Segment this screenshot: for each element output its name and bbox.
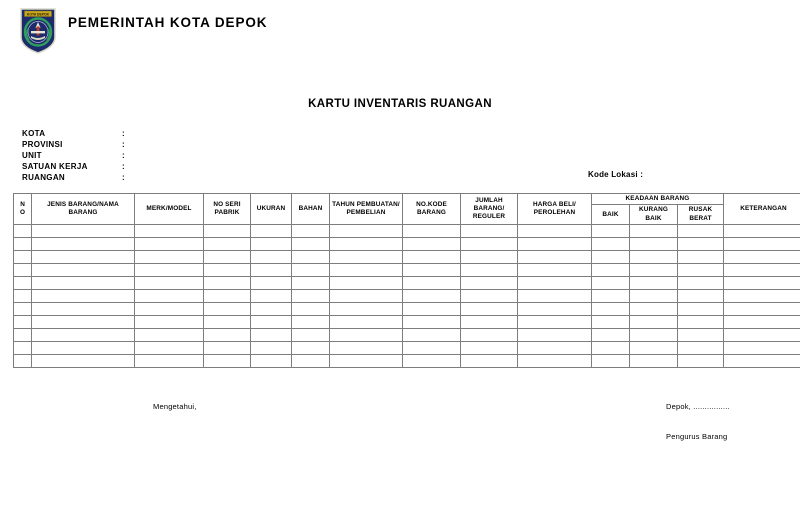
table-cell[interactable] [251, 355, 292, 368]
table-cell[interactable] [32, 329, 135, 342]
table-cell[interactable] [724, 264, 800, 277]
field-row-kota [22, 128, 125, 139]
field-label-unit: UNIT [22, 151, 42, 160]
table-cell[interactable] [292, 355, 330, 368]
table-cell[interactable] [292, 277, 330, 290]
table-cell[interactable] [678, 225, 724, 238]
kota-depok-emblem [19, 7, 57, 55]
table-cell[interactable] [518, 277, 592, 290]
table-cell[interactable] [630, 342, 678, 355]
table-cell[interactable] [251, 316, 292, 329]
table-cell[interactable] [292, 329, 330, 342]
column-header-rusak-berat: RUSAK BERAT [678, 205, 724, 225]
field-row-unit [22, 150, 125, 161]
table-cell[interactable] [32, 290, 135, 303]
table-cell[interactable] [14, 316, 32, 329]
table-cell[interactable] [204, 225, 251, 238]
column-header-no-line2: O [20, 209, 25, 217]
table-row[interactable] [14, 251, 800, 264]
table-cell[interactable] [592, 355, 630, 368]
table-cell[interactable] [251, 264, 292, 277]
table-cell[interactable] [292, 303, 330, 316]
table-cell[interactable] [32, 277, 135, 290]
field-separator-ruangan: : [122, 173, 125, 182]
table-cell[interactable] [518, 329, 592, 342]
table-cell[interactable] [135, 238, 204, 251]
table-cell[interactable] [678, 290, 724, 303]
table-cell[interactable] [461, 342, 518, 355]
table-cell[interactable] [518, 342, 592, 355]
table-row[interactable] [14, 329, 800, 342]
organization-title: PEMERINTAH KOTA DEPOK [68, 15, 268, 30]
table-cell[interactable] [518, 251, 592, 264]
table-cell[interactable] [592, 238, 630, 251]
table-cell[interactable] [14, 342, 32, 355]
table-cell[interactable] [678, 329, 724, 342]
table-cell[interactable] [135, 316, 204, 329]
column-header-no-kode-barang: NO.KODE BARANG [403, 194, 461, 225]
table-cell[interactable] [32, 355, 135, 368]
table-cell[interactable] [461, 225, 518, 238]
table-cell[interactable] [204, 316, 251, 329]
table-cell[interactable] [330, 355, 403, 368]
field-label-kota: KOTA [22, 129, 46, 138]
column-header-jumlah-barang: JUMLAH BARANG/ REGULER [461, 194, 518, 225]
table-cell[interactable] [403, 238, 461, 251]
column-header-keterangan: KETERANGAN [724, 194, 800, 225]
table-cell[interactable] [135, 290, 204, 303]
field-separator-provinsi: : [122, 140, 125, 149]
table-cell[interactable] [204, 303, 251, 316]
table-cell[interactable] [135, 342, 204, 355]
table-cell[interactable] [461, 238, 518, 251]
table-row[interactable] [14, 264, 800, 277]
table-cell[interactable] [32, 238, 135, 251]
table-row[interactable] [14, 238, 800, 251]
table-cell[interactable] [204, 290, 251, 303]
table-cell[interactable] [592, 251, 630, 264]
table-cell[interactable] [518, 225, 592, 238]
table-cell[interactable] [461, 329, 518, 342]
field-label-ruangan: RUANGAN [22, 173, 65, 182]
column-header-bahan: BAHAN [292, 194, 330, 225]
table-cell[interactable] [678, 238, 724, 251]
table-cell[interactable] [518, 290, 592, 303]
table-cell[interactable] [724, 316, 800, 329]
table-cell[interactable] [461, 316, 518, 329]
table-cell[interactable] [724, 238, 800, 251]
page-title: KARTU INVENTARIS RUANGAN [308, 98, 492, 110]
table-row[interactable] [14, 342, 800, 355]
table-cell[interactable] [292, 290, 330, 303]
table-cell[interactable] [592, 342, 630, 355]
table-cell[interactable] [403, 264, 461, 277]
table-cell[interactable] [592, 316, 630, 329]
table-cell[interactable] [403, 290, 461, 303]
field-row-ruangan [22, 172, 125, 183]
table-cell[interactable] [14, 277, 32, 290]
table-cell[interactable] [204, 238, 251, 251]
column-header-jenis-barang: JENIS BARANG/NAMA BARANG [32, 194, 135, 225]
signature-role-label: Pengurus Barang [666, 432, 728, 441]
table-header [14, 194, 800, 225]
table-cell[interactable] [461, 355, 518, 368]
table-row[interactable] [14, 316, 800, 329]
table-cell[interactable] [135, 303, 204, 316]
table-cell[interactable] [592, 290, 630, 303]
table-cell[interactable] [292, 251, 330, 264]
field-label-satuan-kerja: SATUAN KERJA [22, 162, 88, 171]
table-cell[interactable] [330, 264, 403, 277]
table-cell[interactable] [724, 355, 800, 368]
table-cell[interactable] [678, 264, 724, 277]
table-cell[interactable] [330, 277, 403, 290]
table-cell[interactable] [14, 303, 32, 316]
table-cell[interactable] [204, 355, 251, 368]
table-cell[interactable] [403, 355, 461, 368]
field-label-provinsi: PROVINSI [22, 140, 63, 149]
field-separator-kota: : [122, 129, 125, 138]
signature-left-label: Mengetahui, [153, 402, 197, 411]
table-cell[interactable] [678, 342, 724, 355]
table-row[interactable] [14, 277, 800, 290]
table-cell[interactable] [592, 264, 630, 277]
table-header-row-primary [14, 194, 800, 205]
table-cell[interactable] [251, 277, 292, 290]
table-cell[interactable] [32, 225, 135, 238]
kode-lokasi-label: Kode Lokasi : [588, 170, 644, 179]
table-cell[interactable] [204, 264, 251, 277]
table-cell[interactable] [251, 251, 292, 264]
column-header-keadaan-barang: KEADAAN BARANG [592, 194, 724, 205]
table-cell[interactable] [330, 342, 403, 355]
table-cell[interactable] [292, 238, 330, 251]
table-cell[interactable] [330, 238, 403, 251]
table-cell[interactable] [724, 303, 800, 316]
table-cell[interactable] [32, 251, 135, 264]
table-cell[interactable] [135, 225, 204, 238]
column-header-no-line1: N [20, 201, 25, 209]
table-body [14, 225, 800, 368]
table-cell[interactable] [592, 329, 630, 342]
table-cell[interactable] [592, 277, 630, 290]
table-cell[interactable] [251, 238, 292, 251]
column-header-baik: BAIK [592, 205, 630, 225]
table-cell[interactable] [678, 355, 724, 368]
table-cell[interactable] [724, 329, 800, 342]
table-cell[interactable] [461, 303, 518, 316]
table-cell[interactable] [724, 290, 800, 303]
table-cell[interactable] [251, 290, 292, 303]
table-cell[interactable] [403, 329, 461, 342]
table-cell[interactable] [724, 225, 800, 238]
table-cell[interactable] [14, 264, 32, 277]
table-cell[interactable] [630, 277, 678, 290]
table-cell[interactable] [14, 329, 32, 342]
table-cell[interactable] [678, 251, 724, 264]
table-cell[interactable] [403, 277, 461, 290]
table-cell[interactable] [403, 342, 461, 355]
table-row[interactable] [14, 355, 800, 368]
column-header-ukuran: UKURAN [251, 194, 292, 225]
table-cell[interactable] [32, 316, 135, 329]
column-header-harga-beli: HARGA BELI/ PEROLEHAN [518, 194, 592, 225]
table-cell[interactable] [14, 355, 32, 368]
table-cell[interactable] [724, 251, 800, 264]
table-cell[interactable] [461, 264, 518, 277]
table-cell[interactable] [292, 342, 330, 355]
field-separator-unit: : [122, 151, 125, 160]
table-cell[interactable] [32, 342, 135, 355]
table-cell[interactable] [678, 277, 724, 290]
table-cell[interactable] [518, 238, 592, 251]
inventory-table [13, 193, 800, 368]
table-cell[interactable] [518, 355, 592, 368]
column-header-no-seri-pabrik: NO SERI PABRIK [204, 194, 251, 225]
table-cell[interactable] [630, 238, 678, 251]
table-cell[interactable] [630, 290, 678, 303]
table-cell[interactable] [678, 303, 724, 316]
table-cell[interactable] [403, 225, 461, 238]
table-cell[interactable] [14, 238, 32, 251]
table-cell[interactable] [630, 303, 678, 316]
table-cell[interactable] [135, 277, 204, 290]
table-cell[interactable] [330, 303, 403, 316]
table-row[interactable] [14, 290, 800, 303]
table-cell[interactable] [135, 264, 204, 277]
table-cell[interactable] [32, 264, 135, 277]
table-cell[interactable] [403, 303, 461, 316]
table-cell[interactable] [251, 342, 292, 355]
table-cell[interactable] [403, 251, 461, 264]
table-cell[interactable] [461, 251, 518, 264]
column-header-tahun-pembuatan: TAHUN PEMBUATAN/ PEMBELIAN [330, 194, 403, 225]
table-cell[interactable] [330, 316, 403, 329]
table-cell[interactable] [14, 290, 32, 303]
table-cell[interactable] [135, 251, 204, 264]
table-cell[interactable] [592, 225, 630, 238]
table-cell[interactable] [135, 329, 204, 342]
table-cell[interactable] [330, 251, 403, 264]
table-cell[interactable] [135, 355, 204, 368]
table-cell[interactable] [251, 303, 292, 316]
table-cell[interactable] [292, 264, 330, 277]
table-row[interactable] [14, 225, 800, 238]
table-cell[interactable] [518, 264, 592, 277]
table-cell[interactable] [14, 251, 32, 264]
table-row[interactable] [14, 303, 800, 316]
table-cell[interactable] [292, 225, 330, 238]
table-cell[interactable] [630, 251, 678, 264]
table-cell[interactable] [518, 303, 592, 316]
table-cell[interactable] [251, 329, 292, 342]
table-cell[interactable] [204, 251, 251, 264]
table-cell[interactable] [592, 303, 630, 316]
table-cell[interactable] [461, 290, 518, 303]
field-separator-satuan-kerja: : [122, 162, 125, 171]
table-cell[interactable] [461, 277, 518, 290]
letterhead [0, 0, 800, 70]
table-cell[interactable] [630, 355, 678, 368]
table-cell[interactable] [251, 225, 292, 238]
table-cell[interactable] [630, 316, 678, 329]
identity-field-list [22, 128, 125, 183]
svg-text:KOTA DEPOK: KOTA DEPOK [26, 12, 50, 17]
table-cell[interactable] [330, 225, 403, 238]
table-cell[interactable] [330, 329, 403, 342]
table-cell[interactable] [630, 225, 678, 238]
table-cell[interactable] [292, 316, 330, 329]
table-cell[interactable] [204, 277, 251, 290]
table-cell[interactable] [14, 225, 32, 238]
column-header-merk-model: MERK/MODEL [135, 194, 204, 225]
table-cell[interactable] [204, 329, 251, 342]
table-cell[interactable] [204, 342, 251, 355]
table-cell[interactable] [724, 342, 800, 355]
table-cell[interactable] [630, 329, 678, 342]
field-row-provinsi [22, 139, 125, 150]
table-cell[interactable] [403, 316, 461, 329]
table-cell[interactable] [630, 264, 678, 277]
field-row-satuan-kerja [22, 161, 125, 172]
table-cell[interactable] [518, 316, 592, 329]
table-cell[interactable] [330, 290, 403, 303]
column-header-no [14, 194, 32, 225]
table-cell[interactable] [724, 277, 800, 290]
column-header-kurang-baik: KURANG BAIK [630, 205, 678, 225]
table-cell[interactable] [32, 303, 135, 316]
signature-place-date: Depok, ................ [666, 402, 730, 411]
table-cell[interactable] [678, 316, 724, 329]
